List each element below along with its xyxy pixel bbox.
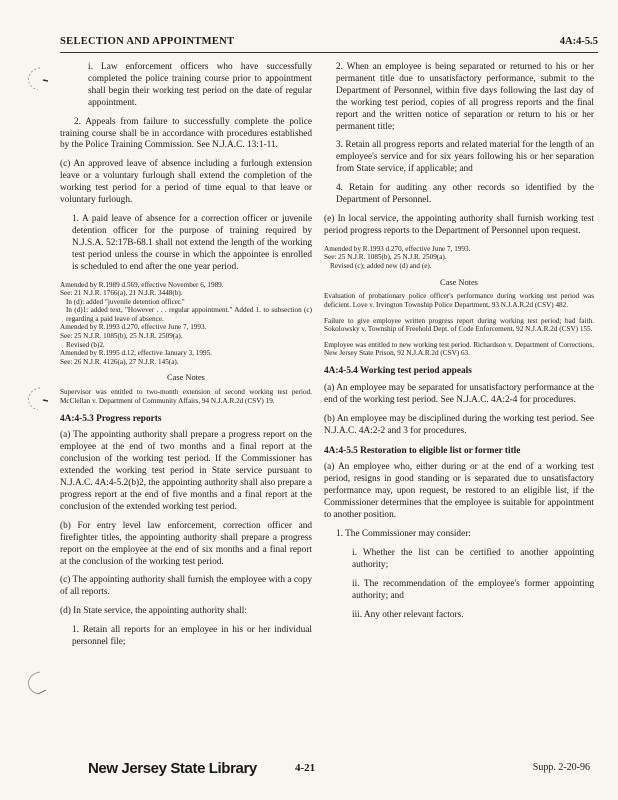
section-heading: 4A:4-5.5 Restoration to eligible list or former title <box>324 445 521 456</box>
paragraph-5a1: 1. The Commissioner may consider: <box>336 529 471 539</box>
right-column <box>324 62 594 628</box>
paragraph-i: i. Law enforcement officers who have successfully completed the police training course prior to appointment shall begin their working test period on the date of regular appointment. <box>88 62 312 108</box>
paragraph-4b: (b) An employee may be disciplined during the working test period. See N.J.A.C. 4A:2-2 and 3 for procedures. <box>324 413 594 436</box>
paragraph-5i: i. Whether the list can be certified to another appointing authority; <box>352 547 594 570</box>
section-heading: 4A:4-5.3 Progress reports <box>60 413 162 424</box>
running-header <box>60 36 598 52</box>
history-line: In (d): added "juvenile detention officer." <box>66 297 185 306</box>
history-line: See: 25 N.J.R. 1085(b), 25 N.J.R. 2509(a). <box>60 332 183 341</box>
page-number: 4-21 <box>295 762 316 774</box>
paragraph-b: (b) For entry level law enforcement, correction officer and firefighter titles, the appointing authority shall prepare a progress report on the employee at the end of six months and a final report at the conclusion of the working test period. <box>60 520 312 567</box>
paragraph-4a: (a) An employee may be separated for unsatisfactory performance at the end of the working test period. See N.J.A.C. 4A:2-4 for procedures. <box>324 382 594 405</box>
history-line: See: 21 N.J.R. 1766(a), 21 N.J.R. 3448(b). <box>60 289 183 298</box>
history-line: See: 25 N.J.R. 1085(b), 25 N.J.R. 2509(a). <box>324 253 447 262</box>
paragraph-2: 2. Appeals from failure to successfully complete the police training course shall be in accordance with procedures established by the Police Training Commission. See N.J.A.C. 13:1-11. <box>60 116 312 151</box>
case-notes-heading: Case Notes <box>167 373 205 383</box>
paragraph-5ii: ii. The recommendation of the employee's former appointing authority; and <box>352 578 594 601</box>
paragraph-d3: 3. Retain all progress reports and related material for the length of an employee's service and for six years following his or her separation from State service, if applicable; and <box>336 140 594 175</box>
page-footer <box>60 760 598 784</box>
case-note: Supervisor was entitled to two-month extension of second working test period. McClellan v. Department of Community Affairs, 94 N.J.A.R.2d (CSV) 19. <box>60 388 312 405</box>
hole-punch-mark <box>18 668 48 698</box>
case-note: Employee was entitled to new working test period. Richardson v. Department of Corrections, New Jersey State Prison, 92 N.J.A.R.2d (CSV) 63. <box>324 340 594 358</box>
history-note <box>324 245 594 271</box>
paragraph-d4: 4. Retain for auditing any other records so identified by the Department of Personnel. <box>336 183 594 206</box>
paragraph-c: (c) An approved leave of absence including a furlough extension leave or a voluntary furlough shall extend the completion of the working test period for a period of time equal to that leave or voluntary furlough. <box>60 159 312 206</box>
header-section-number: 4A:4-5.5 <box>559 36 598 47</box>
history-line: Revised (b)2. <box>66 340 105 349</box>
paragraph-c1: 1. A paid leave of absence for a correction officer or juvenile detention officer for the purpose of training required by N.J.S.A. 52:17B-68.1 shall not extend the length of the working test period unless the course in which the appointee is enrolled is scheduled to end after the one year period. <box>72 213 312 272</box>
hole-punch-mark <box>18 384 48 414</box>
history-line: Amended by R.1995 d.12, effective January 3, 1995. <box>60 349 212 358</box>
header-title: SELECTION AND APPOINTMENT <box>60 36 235 47</box>
history-note <box>60 281 312 367</box>
paragraph-d2: 2. When an employee is being separated or returned to his or her permanent title due to unsatisfactory performance, submit to the Department of Personnel, within five days following the last day of the working test period, copies of all progress reports and the final report and the written notice of separation or return to his or her permanent title; <box>336 62 594 132</box>
history-line: See: 26 N.J.R. 4126(a), 27 N.J.R. 145(a). <box>60 357 179 366</box>
header-rule <box>60 52 598 53</box>
library-stamp: New Jersey State Library <box>88 760 257 777</box>
paragraph-d1: 1. Retain all reports for an employee in his or her individual personnel file; <box>72 625 312 648</box>
supplement-date: Supp. 2-20-96 <box>532 762 590 773</box>
case-notes-heading: Case Notes <box>440 277 478 287</box>
history-line: In (d)1: added text, "However . . . regular appointment." Added 1. to subsection (c) regarding a paid leave of absence. <box>66 306 312 323</box>
history-line: Amended by R.1993 d.270, effective June 7, 1993. <box>324 244 471 253</box>
paragraph-d: (d) In State service, the appointing authority shall: <box>60 606 247 617</box>
paragraph-5iii: iii. Any other relevant factors. <box>352 609 464 620</box>
case-note: Evaluation of probationary police officer's performance during working test period was deficient. Love v. Irvington Township Police Department, 93 N.J.A.R.2d (CSV) 482. <box>324 292 594 310</box>
history-line: Revised (c); added new (d) and (e). <box>330 261 432 270</box>
case-note: Failure to give employee written progress report during working test period; bad faith. Sokolowsky v. Township of Freehold Dept. of Code Enforcement, 92 N.J.A.R.2d (CSV) 155. <box>324 316 594 334</box>
hole-punch-mark <box>18 64 48 94</box>
paragraph-e: (e) In local service, the appointing authority shall furnish working test period progress reports to the Department of Personnel upon request. <box>324 213 594 236</box>
paragraph-c-reports: (c) The appointing authority shall furnish the employee with a copy of all reports. <box>60 575 312 598</box>
paragraph-5a: (a) An employee who, either during or at the end of a working test period, resigns in good standing or is separated due to unsatisfactory performance may, upon request, be restored to an eligible list, if the Commissioner determines that the employee is suitable for appointment to another position. <box>324 462 594 521</box>
history-line: Amended by R.1993 d.270, effective June 7, 1993. <box>60 323 207 332</box>
left-column <box>60 62 312 656</box>
section-heading: 4A:4-5.4 Working test period appeals <box>324 366 472 377</box>
paragraph-a: (a) The appointing authority shall prepare a progress report on the employee at the end of two months and a final report at the conclusion of the working test period. If the Commissioner has extended the working test period in State service pursuant to N.J.A.C. 4A:4-5.2(b)2, the appointing authority shall also prepare a progress report at the end of five months and a final report at the conclusion of the extended working test period. <box>60 430 312 512</box>
history-line: Amended by R.1989 d.569, effective November 6, 1989. <box>60 280 224 289</box>
